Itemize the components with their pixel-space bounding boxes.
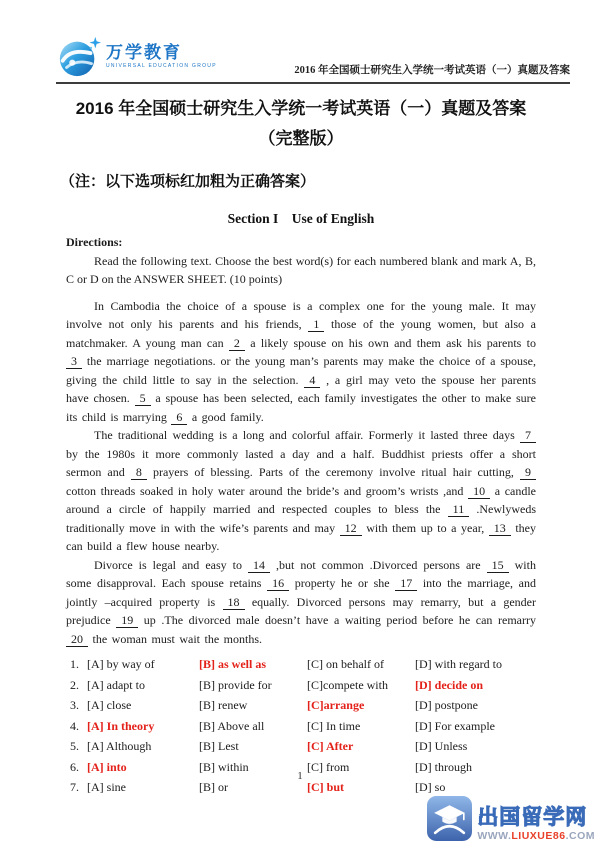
option-choice-correct: [C]arrange — [307, 698, 365, 712]
cloze-blank: 11 — [448, 502, 470, 517]
option-choice-correct: [C] After — [307, 739, 354, 753]
cloze-blank: 14 — [248, 558, 270, 573]
option-choice-correct: [B] as well as — [199, 657, 266, 671]
cloze-blank: 12 — [340, 521, 362, 536]
option-choice: [A] close — [87, 698, 132, 712]
watermark-url-domain: LIUXUE86 — [511, 829, 566, 842]
option-choice: [D] Unless — [415, 739, 468, 753]
cloze-blank: 13 — [489, 521, 511, 536]
cloze-blank: 17 — [395, 576, 417, 591]
header-document-title: 2016 年全国硕士研究生入学统一考试英语（一）真题及答案 — [294, 65, 570, 76]
option-number: 6. — [70, 759, 79, 774]
option-choice: [C] from — [307, 759, 350, 774]
logo-subtitle: UNIVERSAL EDUCATION GROUP — [106, 62, 217, 69]
wanxue-logo — [56, 33, 217, 79]
cloze-blank: 5 — [135, 391, 151, 406]
section-heading: Section I Use of English — [227, 211, 375, 226]
logo-brand-name: 万学教育 — [106, 42, 182, 62]
passage-paragraph: The traditional wedding is a long and colorful affair. Formerly it lasted three days 7 by the 1980s it more commonly lasted a day and a half. Buddhist priests offer a short sermon and 8 prayers of blessing. Parts of the ceremony involve ritual hair cutting, 9 cotton threads soaked in holy water around the bride’s and groom’s wrists ,and 10 a candle around a circle of happily married and respected couples to bless the 11 .Newlyweds traditionally move in with the wife’s parents and may 12 with them up to a year, 13 they can build a flew house nearby. — [66, 428, 537, 553]
cloze-blank: 4 — [304, 373, 320, 388]
option-row — [70, 654, 536, 675]
option-choice: [D] so — [415, 780, 446, 794]
watermark-site-name: 出国留学网 — [477, 805, 588, 829]
option-choice: [B] Above all — [199, 718, 265, 733]
answer-note: （注：以下选项标红加粗为正确答案） — [60, 173, 316, 190]
passage — [66, 297, 536, 649]
option-number: 7. — [70, 780, 79, 794]
option-choice: [A] by way of — [87, 657, 155, 671]
cloze-blank: 10 — [468, 484, 490, 499]
cloze-blank: 19 — [116, 613, 138, 628]
option-choice: [D] For example — [415, 718, 495, 733]
option-choice: [B] renew — [199, 698, 248, 712]
option-choice: [B] or — [199, 780, 228, 794]
graduation-cap-icon — [427, 796, 472, 841]
liuxue86-watermark — [427, 796, 595, 841]
option-number: 5. — [70, 739, 79, 753]
option-number: 4. — [70, 718, 79, 733]
directions-text: Read the following text. Choose the best word(s) for each numbered blank and mark A, B, C or D on the ANSWER SHEET. (10 points) — [66, 253, 536, 286]
option-row — [70, 695, 536, 716]
watermark-site-link[interactable] — [477, 831, 595, 842]
directions-label: Directions: — [66, 235, 123, 249]
watermark-url-tld: .COM — [565, 829, 595, 842]
cloze-blank: 9 — [520, 465, 536, 480]
cloze-blank: 7 — [520, 428, 536, 443]
option-row — [70, 736, 536, 757]
option-choice-correct: [A] into — [87, 759, 127, 774]
logo-text — [106, 44, 217, 69]
passage-paragraph: Divorce is legal and easy to 14 ,but not common .Divorced persons are 15 with some disapproval. Each spouse retains 16 property he or she 17 into the marriage, and jointly –acquired property is 18 equally. Divorced persons may remarry, but a gender prejudice 19 up .The divorced male doesn’t have a waiting period before he can remarry 20 the woman must wait the months. — [66, 557, 537, 646]
globe-swoosh-icon — [56, 33, 102, 79]
cloze-blank: 16 — [267, 576, 289, 591]
option-row — [70, 716, 536, 737]
cloze-blank: 6 — [171, 410, 187, 425]
document-title-line1: 2016 年全国硕士研究生入学统一考试英语（一）真题及答案 — [75, 99, 527, 118]
option-row — [70, 675, 536, 696]
watermark-text — [477, 807, 595, 842]
option-choice: [B] within — [199, 759, 249, 774]
option-choice-correct: [C] but — [307, 780, 345, 794]
page-number: 1 — [297, 770, 303, 782]
cloze-blank: 20 — [66, 632, 88, 647]
option-choice: [C] on behalf of — [307, 657, 384, 671]
option-choice-correct: [A] In theory — [87, 718, 155, 733]
cloze-blank: 18 — [223, 595, 245, 610]
option-choice: [B] provide for — [199, 677, 272, 692]
document-title-line2: （完整版） — [258, 129, 344, 148]
cloze-blank: 8 — [131, 465, 147, 480]
option-choice-correct: [D] decide on — [415, 677, 483, 692]
cloze-blank: 1 — [308, 317, 324, 332]
watermark-url-www: WWW. — [477, 829, 512, 842]
option-choice: [D] with regard to — [415, 657, 502, 671]
option-number: 1. — [70, 657, 79, 671]
cloze-blank: 15 — [487, 558, 509, 573]
cloze-blank: 3 — [66, 354, 82, 369]
option-choice: [D] through — [415, 759, 472, 774]
option-choice: [D] postpone — [415, 698, 478, 712]
cloze-blank: 2 — [229, 336, 245, 351]
option-choice: [C]compete with — [307, 677, 388, 692]
passage-paragraph: In Cambodia the choice of a spouse is a complex one for the young male. It may involve not only his parents and his friends, 1 those of the young women, but also a matchmaker. A young man can 2 a likely spouse on his own and them ask his parents to 3 the marriage negotiations. or the young man’s parents may make the choice of a spouse, giving the child little to say in the selection. 4 , a girl may veto the spouse her parents have chosen. 5 a spouse has been selected, each family investigates the other to make sure its child is marrying 6 a good family. — [66, 298, 537, 424]
option-number: 3. — [70, 698, 79, 712]
option-choice: [A] Although — [87, 739, 152, 753]
option-choice: [C] In time — [307, 718, 361, 733]
option-choice: [A] adapt to — [87, 677, 145, 692]
option-number: 2. — [70, 677, 79, 692]
option-choice: [B] Lest — [199, 739, 239, 753]
page-header — [56, 34, 570, 84]
option-choice: [A] sine — [87, 780, 126, 794]
